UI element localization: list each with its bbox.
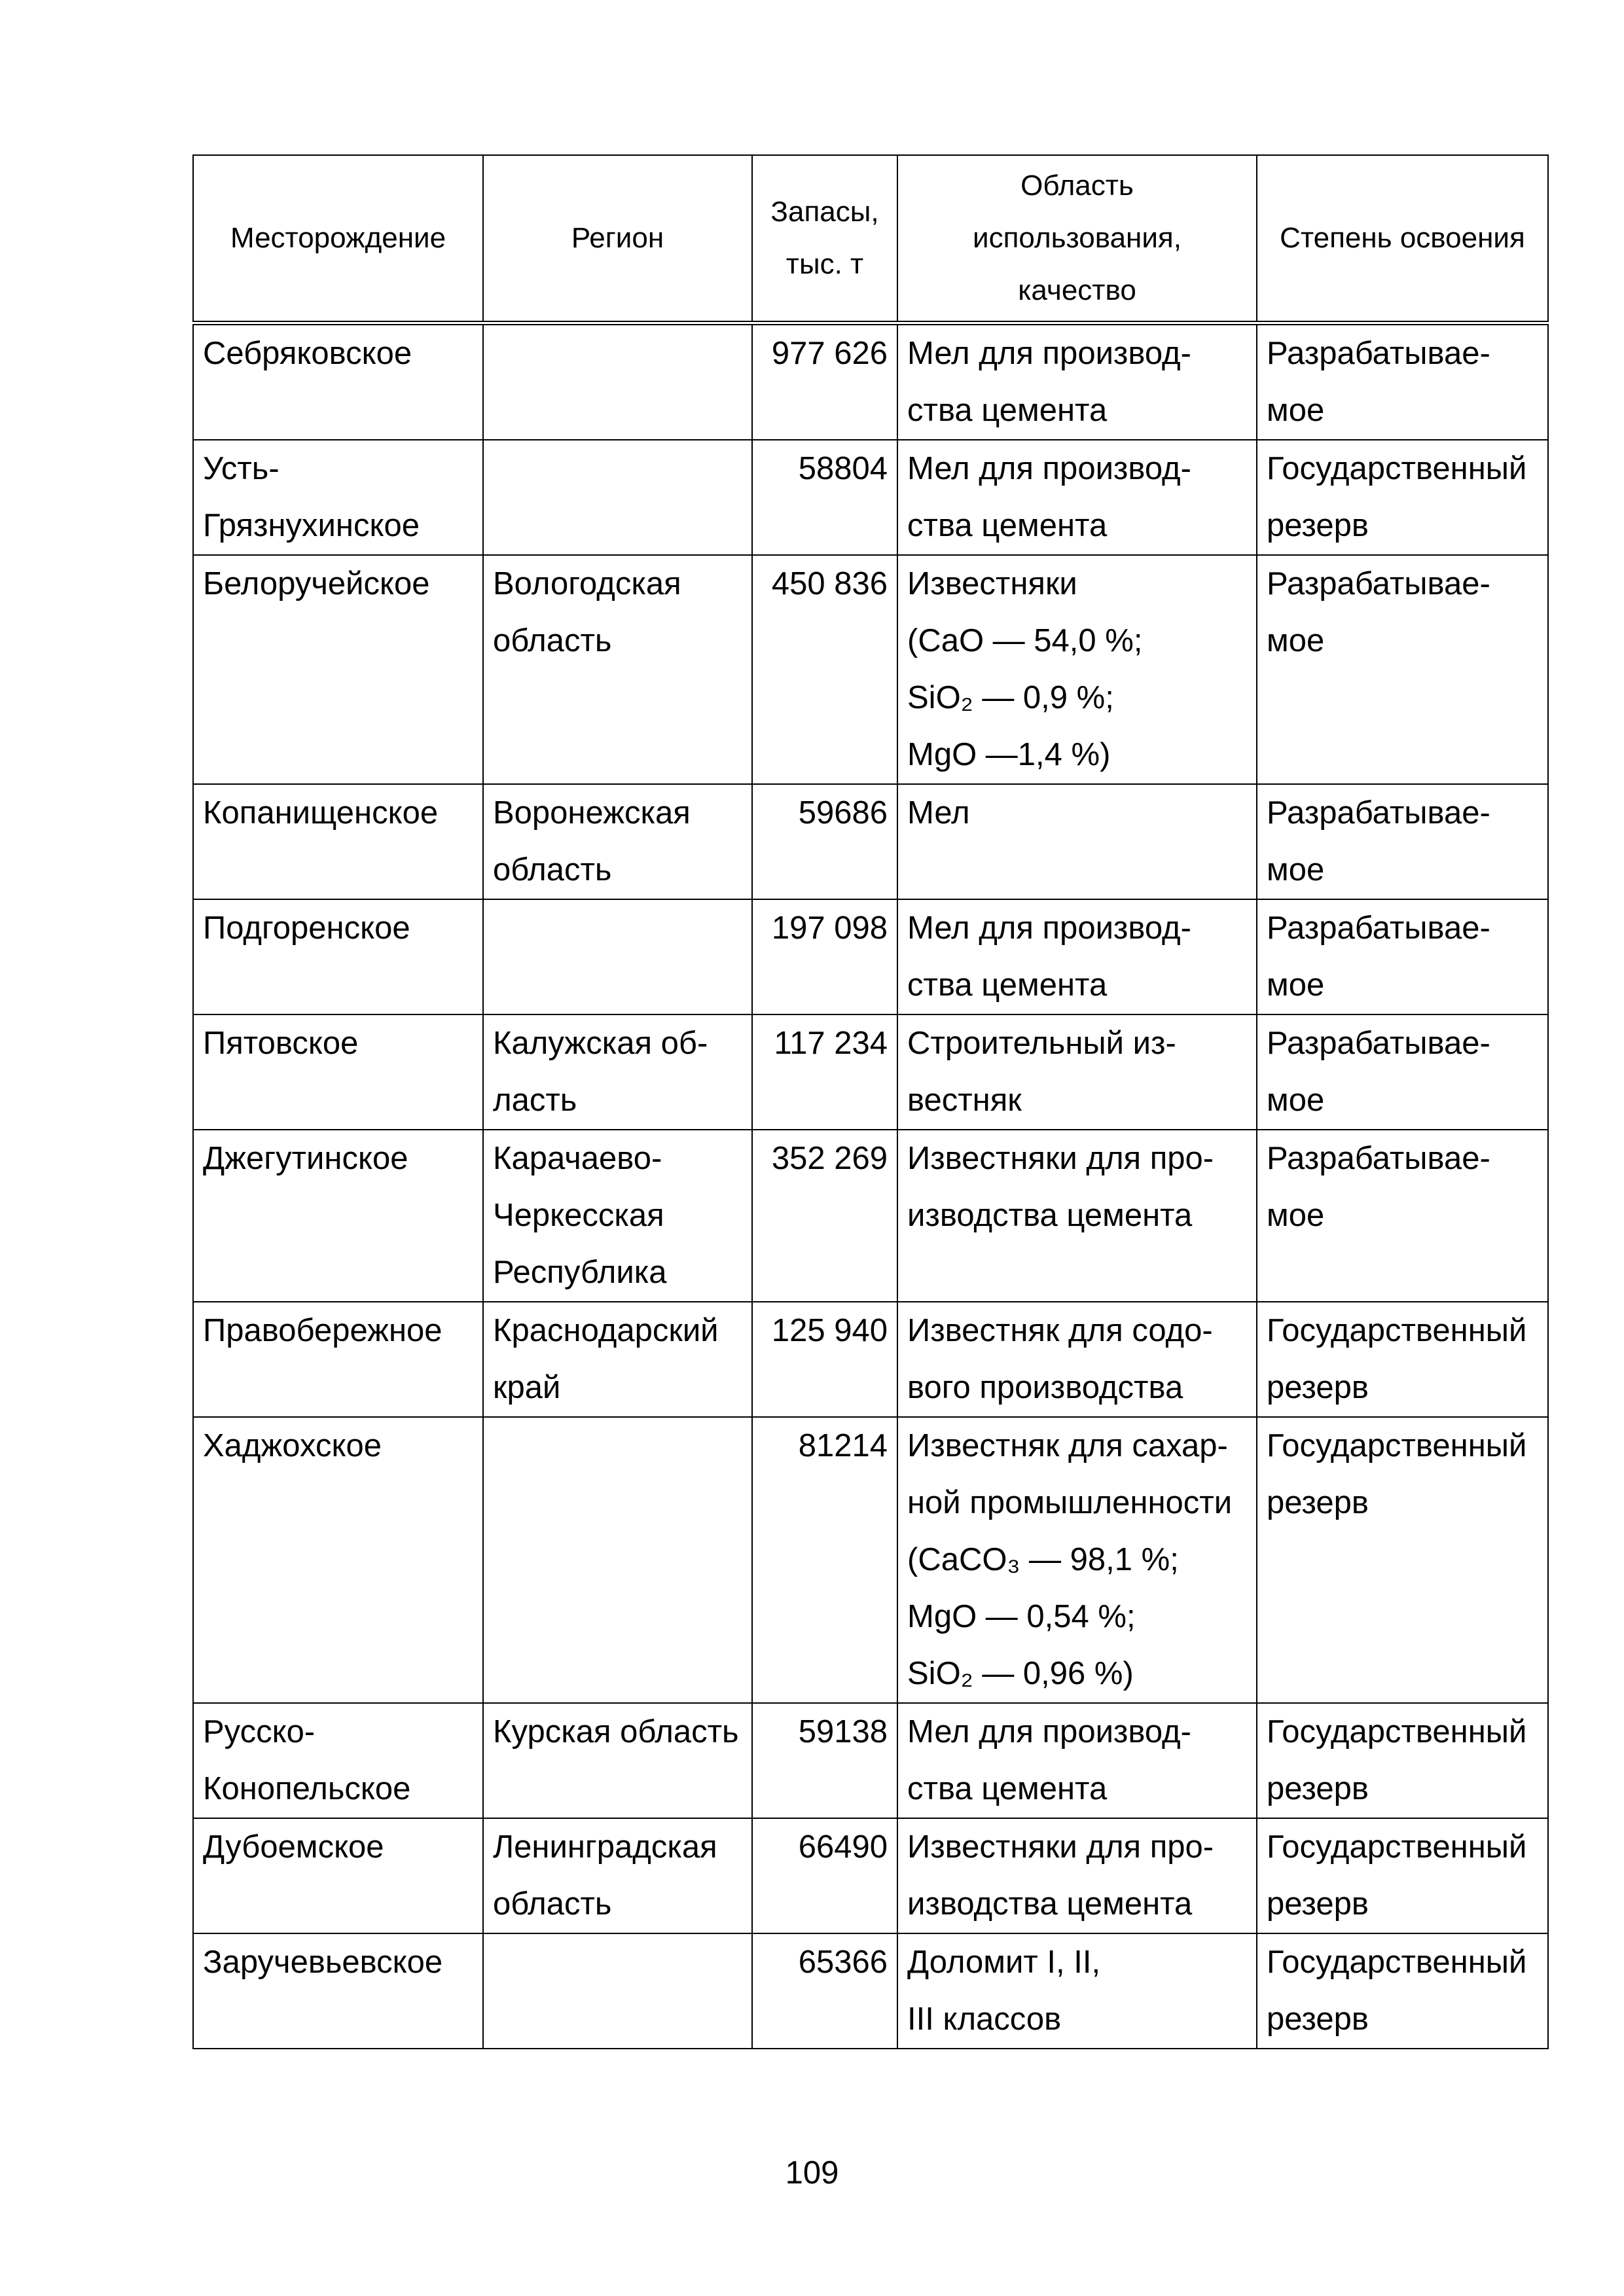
cell-reserves: 65366 bbox=[752, 1933, 897, 2049]
cell-line: Мел для производ- bbox=[907, 1714, 1191, 1749]
cell-line: мое bbox=[1267, 393, 1325, 428]
table-row bbox=[193, 323, 1548, 440]
cell-line: изводства цемента bbox=[907, 1198, 1193, 1233]
cell-line: вого производства bbox=[907, 1370, 1183, 1405]
cell-deposit bbox=[193, 784, 483, 899]
cell-usage bbox=[897, 1302, 1257, 1417]
table-row bbox=[193, 1302, 1548, 1417]
cell-usage bbox=[897, 555, 1257, 784]
cell-line: мое bbox=[1267, 852, 1325, 888]
cell-region bbox=[483, 784, 752, 899]
cell-reserves: 81214 bbox=[752, 1417, 897, 1703]
cell-line: Черкесская bbox=[493, 1198, 664, 1233]
cell-line: Карачаево- bbox=[493, 1141, 662, 1176]
cell-usage bbox=[897, 784, 1257, 899]
header-deposit bbox=[193, 155, 483, 323]
cell-line: Государственный bbox=[1267, 1714, 1527, 1749]
cell-line: Мел для производ- bbox=[907, 910, 1191, 946]
cell-usage bbox=[897, 1014, 1257, 1130]
table-row bbox=[193, 1933, 1548, 2049]
cell-line: MgO —1,4 %) bbox=[907, 737, 1111, 772]
cell-line: Мел bbox=[907, 795, 970, 831]
header-usage bbox=[897, 155, 1257, 323]
cell-usage bbox=[897, 323, 1257, 440]
cell-line: Дубоемское bbox=[203, 1829, 384, 1865]
cell-line: вестняк bbox=[907, 1083, 1022, 1118]
cell-status bbox=[1257, 1933, 1548, 2049]
cell-line: Белоручейское bbox=[203, 566, 430, 601]
cell-line: мое bbox=[1267, 623, 1325, 658]
cell-line: Известняки для про- bbox=[907, 1829, 1214, 1865]
cell-status bbox=[1257, 1818, 1548, 1933]
deposits-table bbox=[192, 154, 1549, 2049]
cell-reserves: 117 234 bbox=[752, 1014, 897, 1130]
cell-line: Государственный bbox=[1267, 1945, 1527, 1980]
cell-line: Известняки для про- bbox=[907, 1141, 1214, 1176]
cell-line: SiO₂ — 0,96 %) bbox=[907, 1656, 1134, 1691]
cell-region bbox=[483, 1417, 752, 1703]
cell-usage bbox=[897, 1417, 1257, 1703]
cell-line: Мел для производ- bbox=[907, 336, 1191, 371]
table-header bbox=[193, 155, 1548, 323]
header-line: качество bbox=[1018, 274, 1136, 306]
cell-line: Государственный bbox=[1267, 1428, 1527, 1463]
cell-line: ства цемента bbox=[907, 393, 1108, 428]
cell-line: мое bbox=[1267, 967, 1325, 1003]
cell-line: ной промышленности bbox=[907, 1485, 1233, 1520]
cell-line: Строительный из- bbox=[907, 1026, 1176, 1061]
cell-line: Мел для производ- bbox=[907, 451, 1191, 486]
cell-line: SiO₂ — 0,9 %; bbox=[907, 680, 1114, 715]
header-line: тыс. т bbox=[785, 248, 864, 280]
cell-deposit bbox=[193, 1130, 483, 1302]
cell-line: изводства цемента bbox=[907, 1886, 1193, 1922]
cell-line: область bbox=[493, 852, 612, 888]
cell-line: Вологодская bbox=[493, 566, 681, 601]
cell-line: Известняки bbox=[907, 566, 1077, 601]
cell-line: Джегутинское bbox=[203, 1141, 408, 1176]
cell-line: мое bbox=[1267, 1198, 1325, 1233]
cell-line: (CaO — 54,0 %; bbox=[907, 623, 1143, 658]
cell-line: мое bbox=[1267, 1083, 1325, 1118]
cell-usage bbox=[897, 1703, 1257, 1818]
cell-line: область bbox=[493, 1886, 612, 1922]
cell-line: край bbox=[493, 1370, 561, 1405]
cell-reserves: 450 836 bbox=[752, 555, 897, 784]
cell-line: Воронежская bbox=[493, 795, 691, 831]
table-row bbox=[193, 1014, 1548, 1130]
cell-line: Государственный bbox=[1267, 451, 1527, 486]
table-row bbox=[193, 784, 1548, 899]
cell-reserves: 197 098 bbox=[752, 899, 897, 1014]
cell-deposit bbox=[193, 1818, 483, 1933]
cell-line: Государственный bbox=[1267, 1313, 1527, 1348]
cell-reserves: 58804 bbox=[752, 440, 897, 555]
table-row bbox=[193, 555, 1548, 784]
header-line: использования, bbox=[973, 222, 1182, 254]
cell-reserves: 125 940 bbox=[752, 1302, 897, 1417]
cell-line: Краснодарский bbox=[493, 1313, 719, 1348]
cell-line: Республика bbox=[493, 1255, 667, 1290]
cell-region bbox=[483, 899, 752, 1014]
header-line: Область bbox=[1020, 170, 1134, 202]
header-line: Степень освоения bbox=[1280, 222, 1525, 254]
table-row bbox=[193, 1818, 1548, 1933]
header-reserves bbox=[752, 155, 897, 323]
cell-line: (CaCO₃ — 98,1 %; bbox=[907, 1542, 1179, 1577]
cell-line: III классов bbox=[907, 2001, 1062, 2037]
cell-line: резерв bbox=[1267, 1485, 1369, 1520]
header-status bbox=[1257, 155, 1548, 323]
cell-usage bbox=[897, 1818, 1257, 1933]
cell-line: резерв bbox=[1267, 508, 1369, 543]
cell-deposit bbox=[193, 1014, 483, 1130]
cell-line: Известняк для содо- bbox=[907, 1313, 1213, 1348]
cell-line: Русско- bbox=[203, 1714, 316, 1749]
cell-reserves: 977 626 bbox=[752, 323, 897, 440]
cell-deposit bbox=[193, 899, 483, 1014]
cell-status bbox=[1257, 1703, 1548, 1818]
cell-line: Пятовское bbox=[203, 1026, 359, 1061]
cell-line: Разрабатывае- bbox=[1267, 566, 1490, 601]
cell-line: ства цемента bbox=[907, 1771, 1108, 1806]
cell-status bbox=[1257, 1302, 1548, 1417]
cell-status bbox=[1257, 323, 1548, 440]
cell-line: Хаджохское bbox=[203, 1428, 382, 1463]
cell-line: Ленинградская bbox=[493, 1829, 717, 1865]
cell-deposit bbox=[193, 1417, 483, 1703]
cell-line: ства цемента bbox=[907, 508, 1108, 543]
cell-line: Разрабатывае- bbox=[1267, 1141, 1490, 1176]
cell-reserves: 66490 bbox=[752, 1818, 897, 1933]
cell-line: резерв bbox=[1267, 1771, 1369, 1806]
header-region bbox=[483, 155, 752, 323]
cell-reserves: 59138 bbox=[752, 1703, 897, 1818]
cell-line: резерв bbox=[1267, 1886, 1369, 1922]
cell-status bbox=[1257, 1417, 1548, 1703]
cell-region bbox=[483, 440, 752, 555]
cell-region bbox=[483, 1014, 752, 1130]
cell-status bbox=[1257, 440, 1548, 555]
cell-region bbox=[483, 1130, 752, 1302]
cell-line: Доломит I, II, bbox=[907, 1945, 1101, 1980]
cell-deposit bbox=[193, 1933, 483, 2049]
cell-status bbox=[1257, 899, 1548, 1014]
table-row bbox=[193, 1703, 1548, 1818]
header-line: Запасы, bbox=[770, 196, 879, 228]
cell-line: Известняк для сахар- bbox=[907, 1428, 1228, 1463]
cell-line: Себряковское bbox=[203, 336, 412, 371]
table-row bbox=[193, 440, 1548, 555]
cell-line: Подгоренское bbox=[203, 910, 410, 946]
cell-line: Курская область bbox=[493, 1714, 739, 1749]
cell-line: Разрабатывае- bbox=[1267, 795, 1490, 831]
cell-reserves: 352 269 bbox=[752, 1130, 897, 1302]
table-row bbox=[193, 899, 1548, 1014]
cell-status bbox=[1257, 1014, 1548, 1130]
cell-region bbox=[483, 323, 752, 440]
cell-region bbox=[483, 1933, 752, 2049]
cell-line: область bbox=[493, 623, 612, 658]
cell-status bbox=[1257, 555, 1548, 784]
header-line: Регион bbox=[571, 222, 664, 254]
cell-region bbox=[483, 1302, 752, 1417]
cell-line: Разрабатывае- bbox=[1267, 336, 1490, 371]
cell-usage bbox=[897, 899, 1257, 1014]
cell-region bbox=[483, 1703, 752, 1818]
cell-line: Копанищенское bbox=[203, 795, 439, 831]
cell-line: Правобережное bbox=[203, 1313, 442, 1348]
cell-line: Разрабатывае- bbox=[1267, 1026, 1490, 1061]
cell-line: Разрабатывае- bbox=[1267, 910, 1490, 946]
cell-line: резерв bbox=[1267, 2001, 1369, 2037]
cell-deposit bbox=[193, 323, 483, 440]
table-body bbox=[193, 323, 1548, 2049]
cell-line: ласть bbox=[493, 1083, 577, 1118]
cell-line: Грязнухинское bbox=[203, 508, 420, 543]
page-number: 109 bbox=[785, 2155, 839, 2191]
cell-line: ства цемента bbox=[907, 967, 1108, 1003]
table-row bbox=[193, 1417, 1548, 1703]
cell-line: Усть- bbox=[203, 451, 280, 486]
header-line: Месторождение bbox=[230, 222, 446, 254]
cell-line: Конопельское bbox=[203, 1771, 411, 1806]
cell-deposit bbox=[193, 1703, 483, 1818]
header-row bbox=[193, 155, 1548, 323]
cell-line: Заручевьевское bbox=[203, 1945, 443, 1980]
cell-status bbox=[1257, 784, 1548, 899]
cell-deposit bbox=[193, 1302, 483, 1417]
cell-usage bbox=[897, 1130, 1257, 1302]
cell-deposit bbox=[193, 440, 483, 555]
table-row bbox=[193, 1130, 1548, 1302]
cell-usage bbox=[897, 1933, 1257, 2049]
cell-region bbox=[483, 555, 752, 784]
cell-line: резерв bbox=[1267, 1370, 1369, 1405]
cell-line: Калужская об- bbox=[493, 1026, 708, 1061]
cell-region bbox=[483, 1818, 752, 1933]
cell-line: MgO — 0,54 %; bbox=[907, 1599, 1136, 1634]
cell-status bbox=[1257, 1130, 1548, 1302]
cell-reserves: 59686 bbox=[752, 784, 897, 899]
cell-usage bbox=[897, 440, 1257, 555]
cell-line: Государственный bbox=[1267, 1829, 1527, 1865]
cell-deposit bbox=[193, 555, 483, 784]
